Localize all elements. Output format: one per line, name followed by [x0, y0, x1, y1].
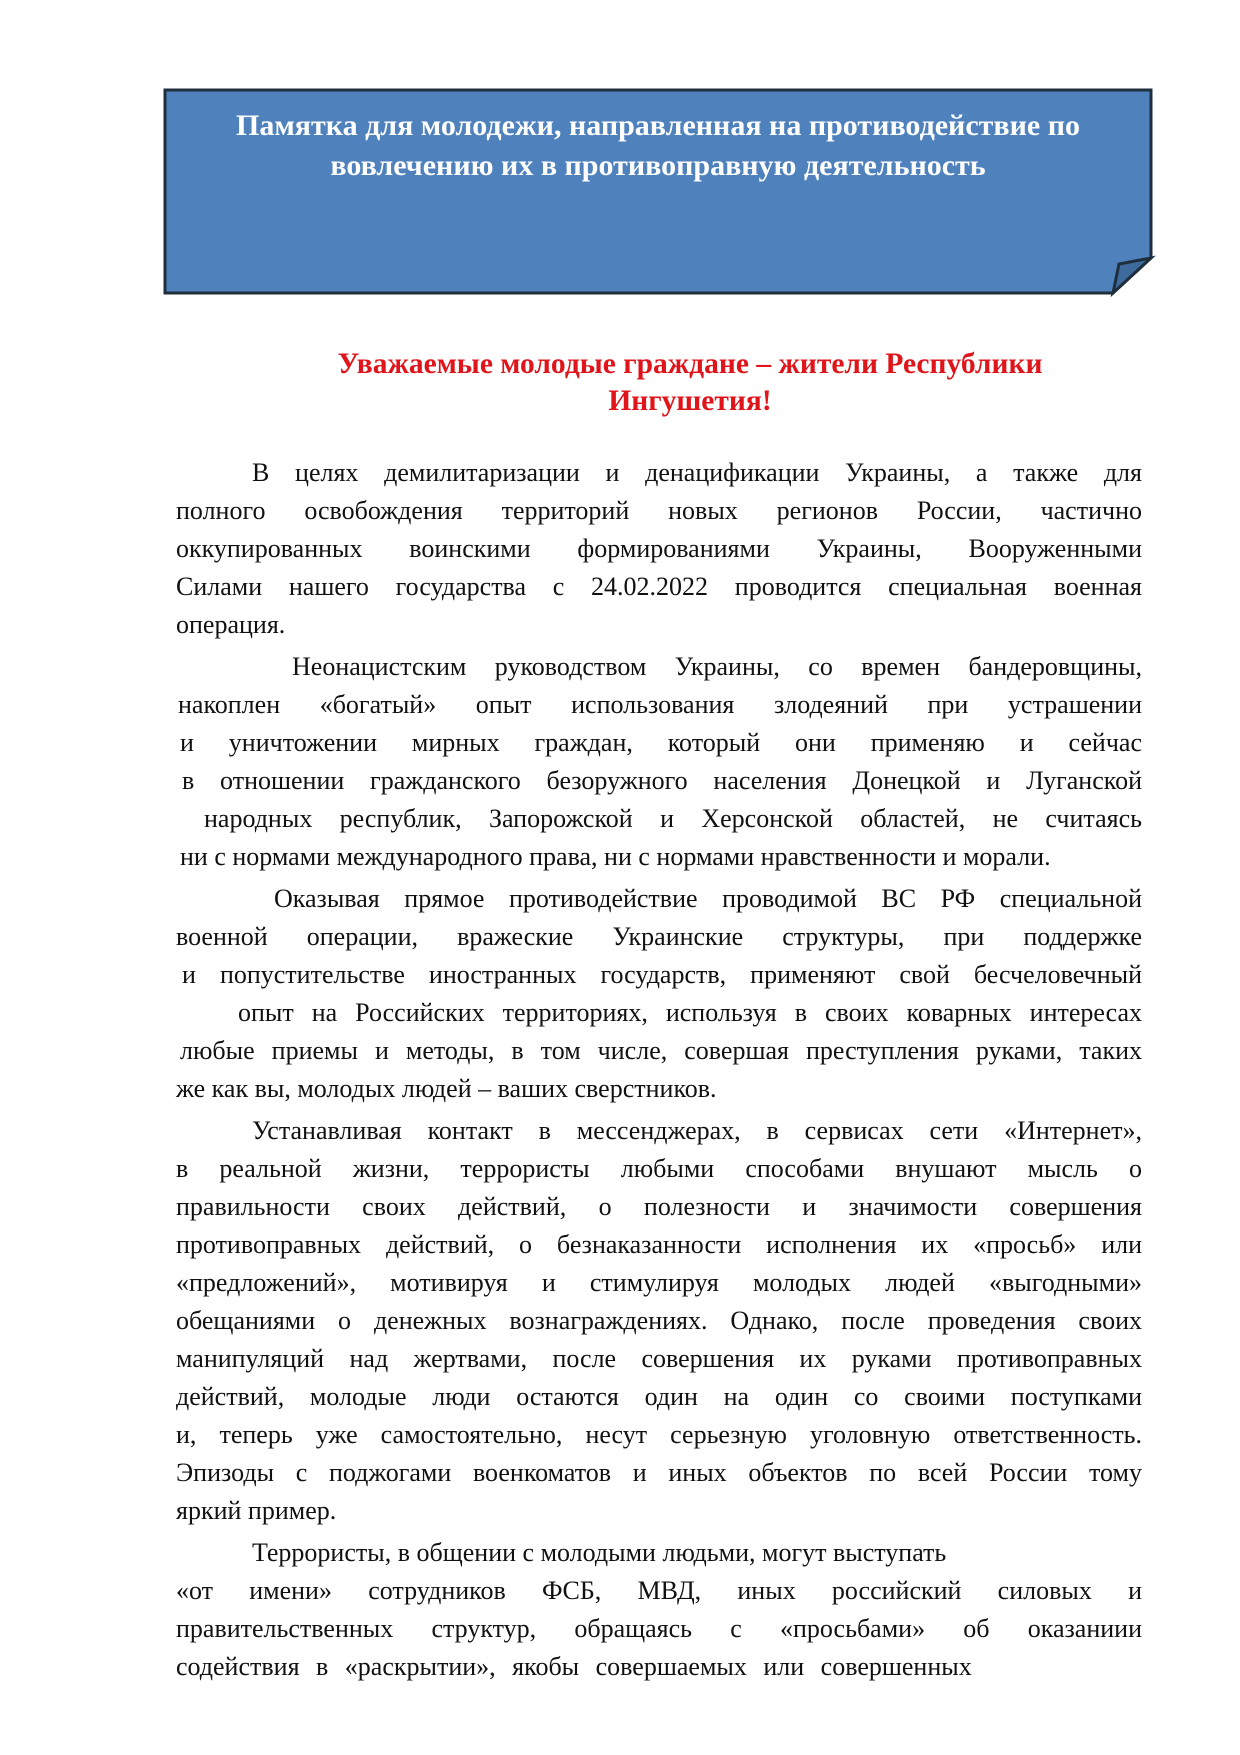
text-line: действий, молодые люди остаются один на один со своими поступками — [176, 1382, 1142, 1411]
text-line: «от имени» сотрудников ФСБ, МВД, иных российский силовых и — [176, 1576, 1142, 1605]
text-line: полного освобождения территорий новых регионов России, частично — [176, 496, 1142, 525]
text-line: содействия в «раскрытии», якобы совершаемых или совершенных — [176, 1652, 972, 1681]
text-line: «предложений», мотивируя и стимулируя молодых людей «выгодными» — [176, 1268, 1142, 1297]
text-line: и, теперь уже самостоятельно, несут серьезную уголовную ответственность. — [176, 1420, 1142, 1449]
text-line: и уничтожении мирных граждан, который они применяю и сейчас — [180, 728, 1142, 757]
text-line: опыт на Российских территориях, используя в своих коварных интересах — [238, 998, 1142, 1027]
title-banner — [163, 88, 1153, 295]
text-line: Оказывая прямое противодействие проводимой ВС РФ специальной — [274, 884, 1142, 913]
text-line: обещаниями о денежных вознаграждениях. Однако, после проведения своих — [176, 1306, 1142, 1335]
memo-title: Памятка для молодежи, направленная на противодействие по вовлечению их в противоправную деятельность — [236, 109, 1080, 182]
text-line: и попустительстве иностранных государств, применяют свой бесчеловечный — [182, 960, 1142, 989]
text-line: ни с нормами международного права, ни с нормами нравственности и морали. — [180, 842, 1051, 871]
text-line: в отношении гражданского безоружного населения Донецкой и Луганской — [182, 766, 1142, 795]
text-line: противоправных действий, о безнаказанности исполнения их «просьб» или — [176, 1230, 1142, 1259]
paragraph-3 — [176, 880, 1142, 1108]
greeting-heading: Уважаемые молодые граждане – жители Республики Ингушетия! — [337, 348, 1043, 417]
text-line: накоплен «богатый» опыт использования злодеяний при устрашении — [178, 690, 1142, 719]
banner-folded-corner — [1113, 258, 1151, 293]
text-line: любые приемы и методы, в том числе, совершая преступления руками, таких — [180, 1036, 1142, 1065]
text-line: манипуляций над жертвами, после совершения их руками противоправных — [176, 1344, 1142, 1373]
memo-body — [176, 454, 1142, 1690]
text-line: Силами нашего государства с 24.02.2022 проводится специальная военная — [176, 572, 1142, 601]
text-line: Эпизоды с поджогами военкоматов и иных объектов по всей России тому — [176, 1458, 1142, 1487]
text-line: же как вы, молодых людей – ваших сверстников. — [176, 1074, 717, 1103]
text-line: оккупированных воинскими формированиями Украины, Вооруженными — [176, 534, 1142, 563]
paragraph-4 — [176, 1112, 1142, 1530]
text-line: правительственных структур, обращаясь с «просьбами» об оказаниии — [176, 1614, 1142, 1643]
text-line: В целях демилитаризации и денацификации Украины, а также для — [252, 458, 1142, 487]
text-line: яркий пример. — [176, 1496, 337, 1525]
text-line: военной операции, вражеские Украинские структуры, при поддержке — [176, 922, 1142, 951]
text-line: Неонацистским руководством Украины, со времен бандеровщины, — [292, 652, 1142, 681]
text-line: операция. — [176, 610, 286, 639]
text-line: правильности своих действий, о полезности и значимости совершения — [176, 1192, 1142, 1221]
text-line: в реальной жизни, террористы любыми способами внушают мысль о — [176, 1154, 1142, 1183]
paragraph-5 — [176, 1534, 1142, 1686]
text-line: народных республик, Запорожской и Херсонской областей, не считаясь — [204, 804, 1142, 833]
paragraph-1 — [176, 454, 1142, 644]
text-line: Устанавливая контакт в мессенджерах, в сервисах сети «Интернет», — [252, 1116, 1142, 1145]
text-line: Террористы, в общении с молодыми людьми, могут выступать — [252, 1538, 947, 1567]
paragraph-2 — [176, 648, 1142, 876]
